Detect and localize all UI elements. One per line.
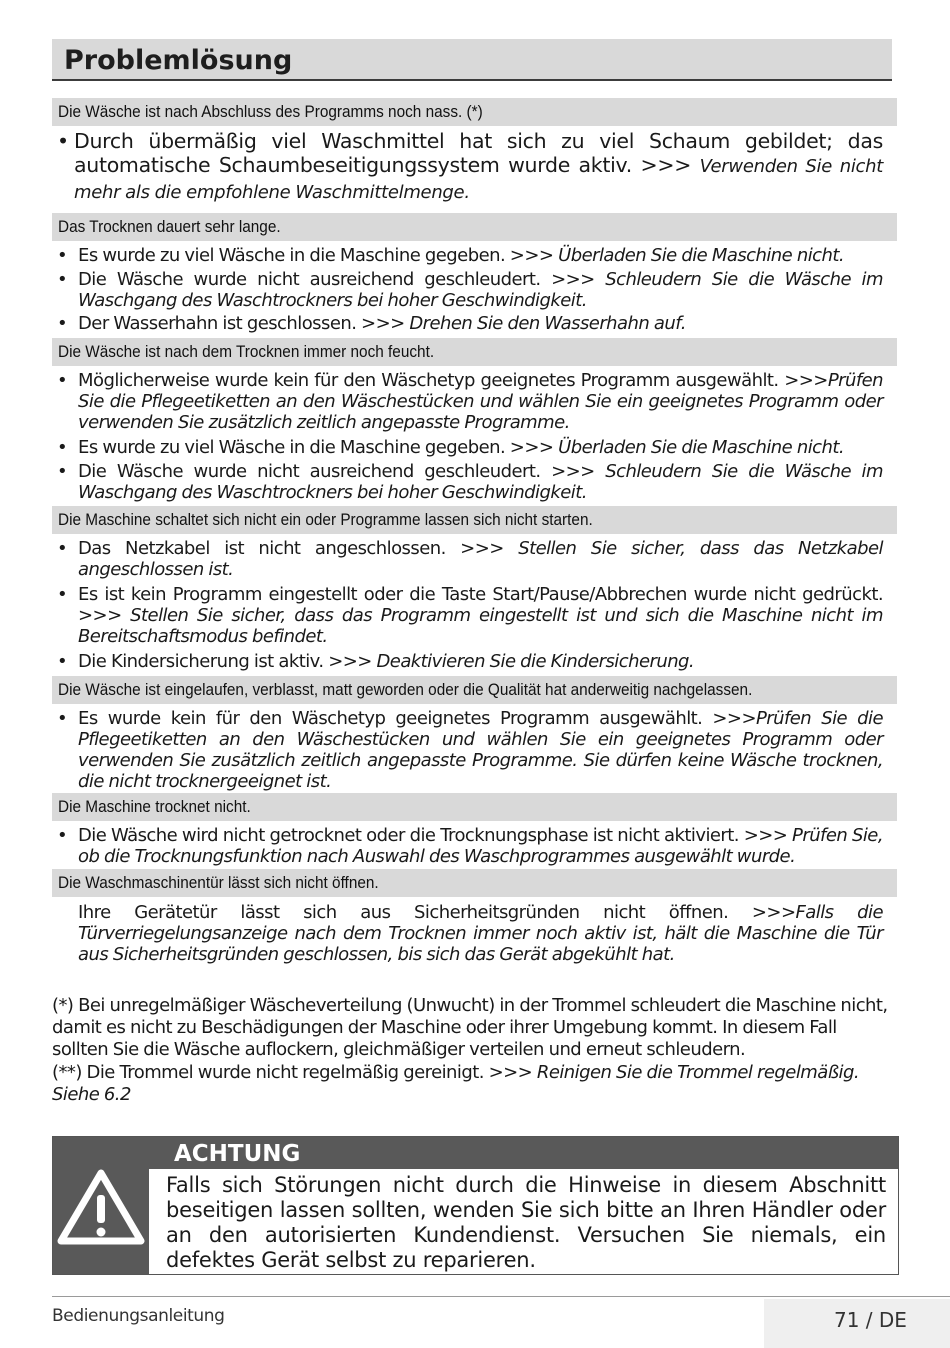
footnote-unbalanced-load: (*) Bei unregelmäßiger Wäscheverteilung (Unwucht) in der Trommel schleudert die Maschine nicht, damit es nicht zu Beschädigungen der Maschine oder ihrer Umgebung kommt. In diesem Fall sollten Sie die Wäsche auflockern, gleichmäßiger verteilen und erneut schleudern.: [52, 995, 888, 1060]
action-text: Verwenden Sie nicht mehr als die empfohlene Waschmittelmenge.: [74, 156, 883, 203]
cause-text: Möglicherweise wurde kein für den Wäschetyp geeignetes Programm ausgewählt. >>>: [78, 370, 828, 391]
list-item: [57, 245, 883, 266]
list-item: [57, 825, 883, 867]
action-text: Überladen Sie die Maschine nicht.: [558, 245, 845, 266]
list-item: [57, 538, 883, 580]
bullet: •: [57, 651, 68, 672]
section-heading-long-drying: Das Trocknen dauert sehr lange.: [52, 213, 897, 241]
section-heading-wet-laundry: Die Wäsche ist nach Abschluss des Programms noch nass. (*): [52, 98, 897, 126]
section-heading-no-drying: Die Maschine trocknet nicht.: [52, 793, 897, 821]
cause-text: Durch übermäßig viel Waschmittel hat sich zu viel Schaum gebildet; das automatische Schaumbeseitigungssystem wurde aktiv. >>>: [74, 129, 883, 177]
action-text: Schleudern Sie die Wäsche im Waschgang des Waschtrockners bei hoher Geschwindigkeit.: [78, 269, 883, 311]
list-item: [57, 129, 883, 205]
list-item: [57, 437, 883, 458]
action-text: Stellen Sie sicher, dass das Programm eingestellt ist und sich die Maschine nicht im Bereitschaftsmodus befindet.: [78, 605, 883, 647]
list-item: [57, 651, 883, 672]
section-heading-shrunk-faded: Die Wäsche ist eingelaufen, verblasst, matt geworden oder die Qualität hat anderweitig nachgelassen.: [52, 676, 897, 704]
action-text: Drehen Sie den Wasserhahn auf.: [409, 313, 686, 334]
cause-text: Es ist kein Programm eingestellt oder die Taste Start/Pause/Abbrechen wurde nicht gedrückt. >>>: [78, 584, 883, 626]
action-text: Prüfen Sie die Pflegeetiketten an den Wäschestücken und wählen Sie ein geeignetes Programm oder verwenden Sie zusätzlich zeitlich angepasste Programme. Sie dürfen keine Wäsche trocknen, die nicht trocknergeeignet ist.: [78, 708, 883, 792]
bullet: •: [57, 245, 68, 266]
action-text: Deaktivieren Sie die Kindersicherung.: [376, 651, 695, 672]
cause-text: Die Wäsche wurde nicht ausreichend geschleudert. >>>: [78, 269, 606, 290]
list-item: [57, 313, 883, 334]
bullet: •: [57, 461, 68, 482]
bullet: •: [57, 269, 68, 290]
action-text: Stellen Sie sicher, dass das Netzkabel angeschlossen ist.: [78, 538, 883, 580]
action-text: Überladen Sie die Maschine nicht.: [558, 437, 845, 458]
list-item: [57, 584, 883, 647]
cause-text: Es wurde zu viel Wäsche in die Maschine gegeben. >>>: [78, 245, 559, 266]
action-text: Schleudern Sie die Wäsche im Waschgang des Waschtrockners bei hoher Geschwindigkeit.: [78, 461, 883, 503]
list-item: [57, 708, 883, 792]
list-item: [57, 370, 883, 433]
list-item: [57, 269, 883, 311]
footer-divider: [52, 1296, 950, 1297]
bullet: •: [57, 538, 68, 559]
section-heading-still-damp: Die Wäsche ist nach dem Trocknen immer noch feucht.: [52, 338, 897, 366]
footnote-action: Reinigen Sie die Trommel regelmäßig. Siehe 6.2: [52, 1062, 860, 1105]
action-text: Falls die Türverriegelungsanzeige nach dem Trocknen immer noch aktiv ist, hält die Maschine die Tür aus Sicherheitsgründen geschlossen, bis sich das Gerät abgekühlt hat.: [78, 902, 883, 965]
cause-text: Es wurde kein für den Wäschetyp geeignetes Programm ausgewählt. >>>: [78, 708, 756, 729]
cause-text: Der Wasserhahn ist geschlossen. >>>: [78, 313, 410, 334]
cause-text: Die Kindersicherung ist aktiv. >>>: [78, 651, 377, 672]
bullet: •: [57, 370, 68, 391]
warning-icon-panel: [53, 1137, 149, 1274]
bullet: •: [57, 437, 68, 458]
section-heading-no-start: Die Maschine schaltet sich nicht ein oder Programme lassen sich nicht starten.: [52, 506, 897, 534]
warning-box: [52, 1136, 899, 1275]
page-title: Problemlösung: [52, 39, 892, 81]
bullet: •: [57, 825, 68, 846]
action-text: Prüfen Sie die Pflegeetiketten an den Wäschestücken und wählen Sie ein geeignetes Programm oder verwenden Sie zusätzlich zeitlich angepasste Programme.: [78, 370, 883, 433]
bullet: •: [57, 708, 68, 729]
warning-text: Falls sich Störungen nicht durch die Hinweise in diesem Abschnitt beseitigen lassen sollten, wenden Sie sich bitte an Ihren Händler oder an den autorisierten Kundendienst. Versuchen Sie niemals, ein defektes Gerät selbst zu reparieren.: [166, 1173, 886, 1272]
list-item: [57, 902, 883, 965]
action-text: Prüfen Sie, ob die Trocknungsfunktion nach Auswahl des Waschprogrammes ausgewählt wurde.: [78, 825, 883, 867]
cause-text: Die Wäsche wird nicht getrocknet oder die Trocknungsphase ist nicht aktiviert. >>>: [78, 825, 793, 846]
warning-triangle-icon: [53, 1137, 149, 1274]
section-heading-door-locked: Die Waschmaschinentür lässt sich nicht öffnen.: [52, 869, 897, 897]
cause-text: Die Wäsche wurde nicht ausreichend geschleudert. >>>: [78, 461, 606, 482]
list-item: [57, 461, 883, 503]
cause-text: Das Netzkabel ist nicht angeschlossen. >>>: [78, 538, 519, 559]
footnote-cause: (**) Die Trommel wurde nicht regelmäßig gereinigt. >>>: [52, 1062, 537, 1083]
footnote-drum-cleaning: [52, 1062, 892, 1106]
cause-text: Ihre Gerätetür lässt sich aus Sicherheitsgründen nicht öffnen. >>>: [78, 902, 796, 923]
bullet: •: [57, 129, 69, 153]
cause-text: Es wurde zu viel Wäsche in die Maschine gegeben. >>>: [78, 437, 559, 458]
bullet: •: [57, 313, 68, 334]
footer-manual-label: Bedienungsanleitung: [52, 1306, 225, 1326]
warning-title: ACHTUNG: [149, 1137, 898, 1169]
bullet: •: [57, 584, 68, 605]
page-number: 71 / DE: [764, 1299, 950, 1348]
